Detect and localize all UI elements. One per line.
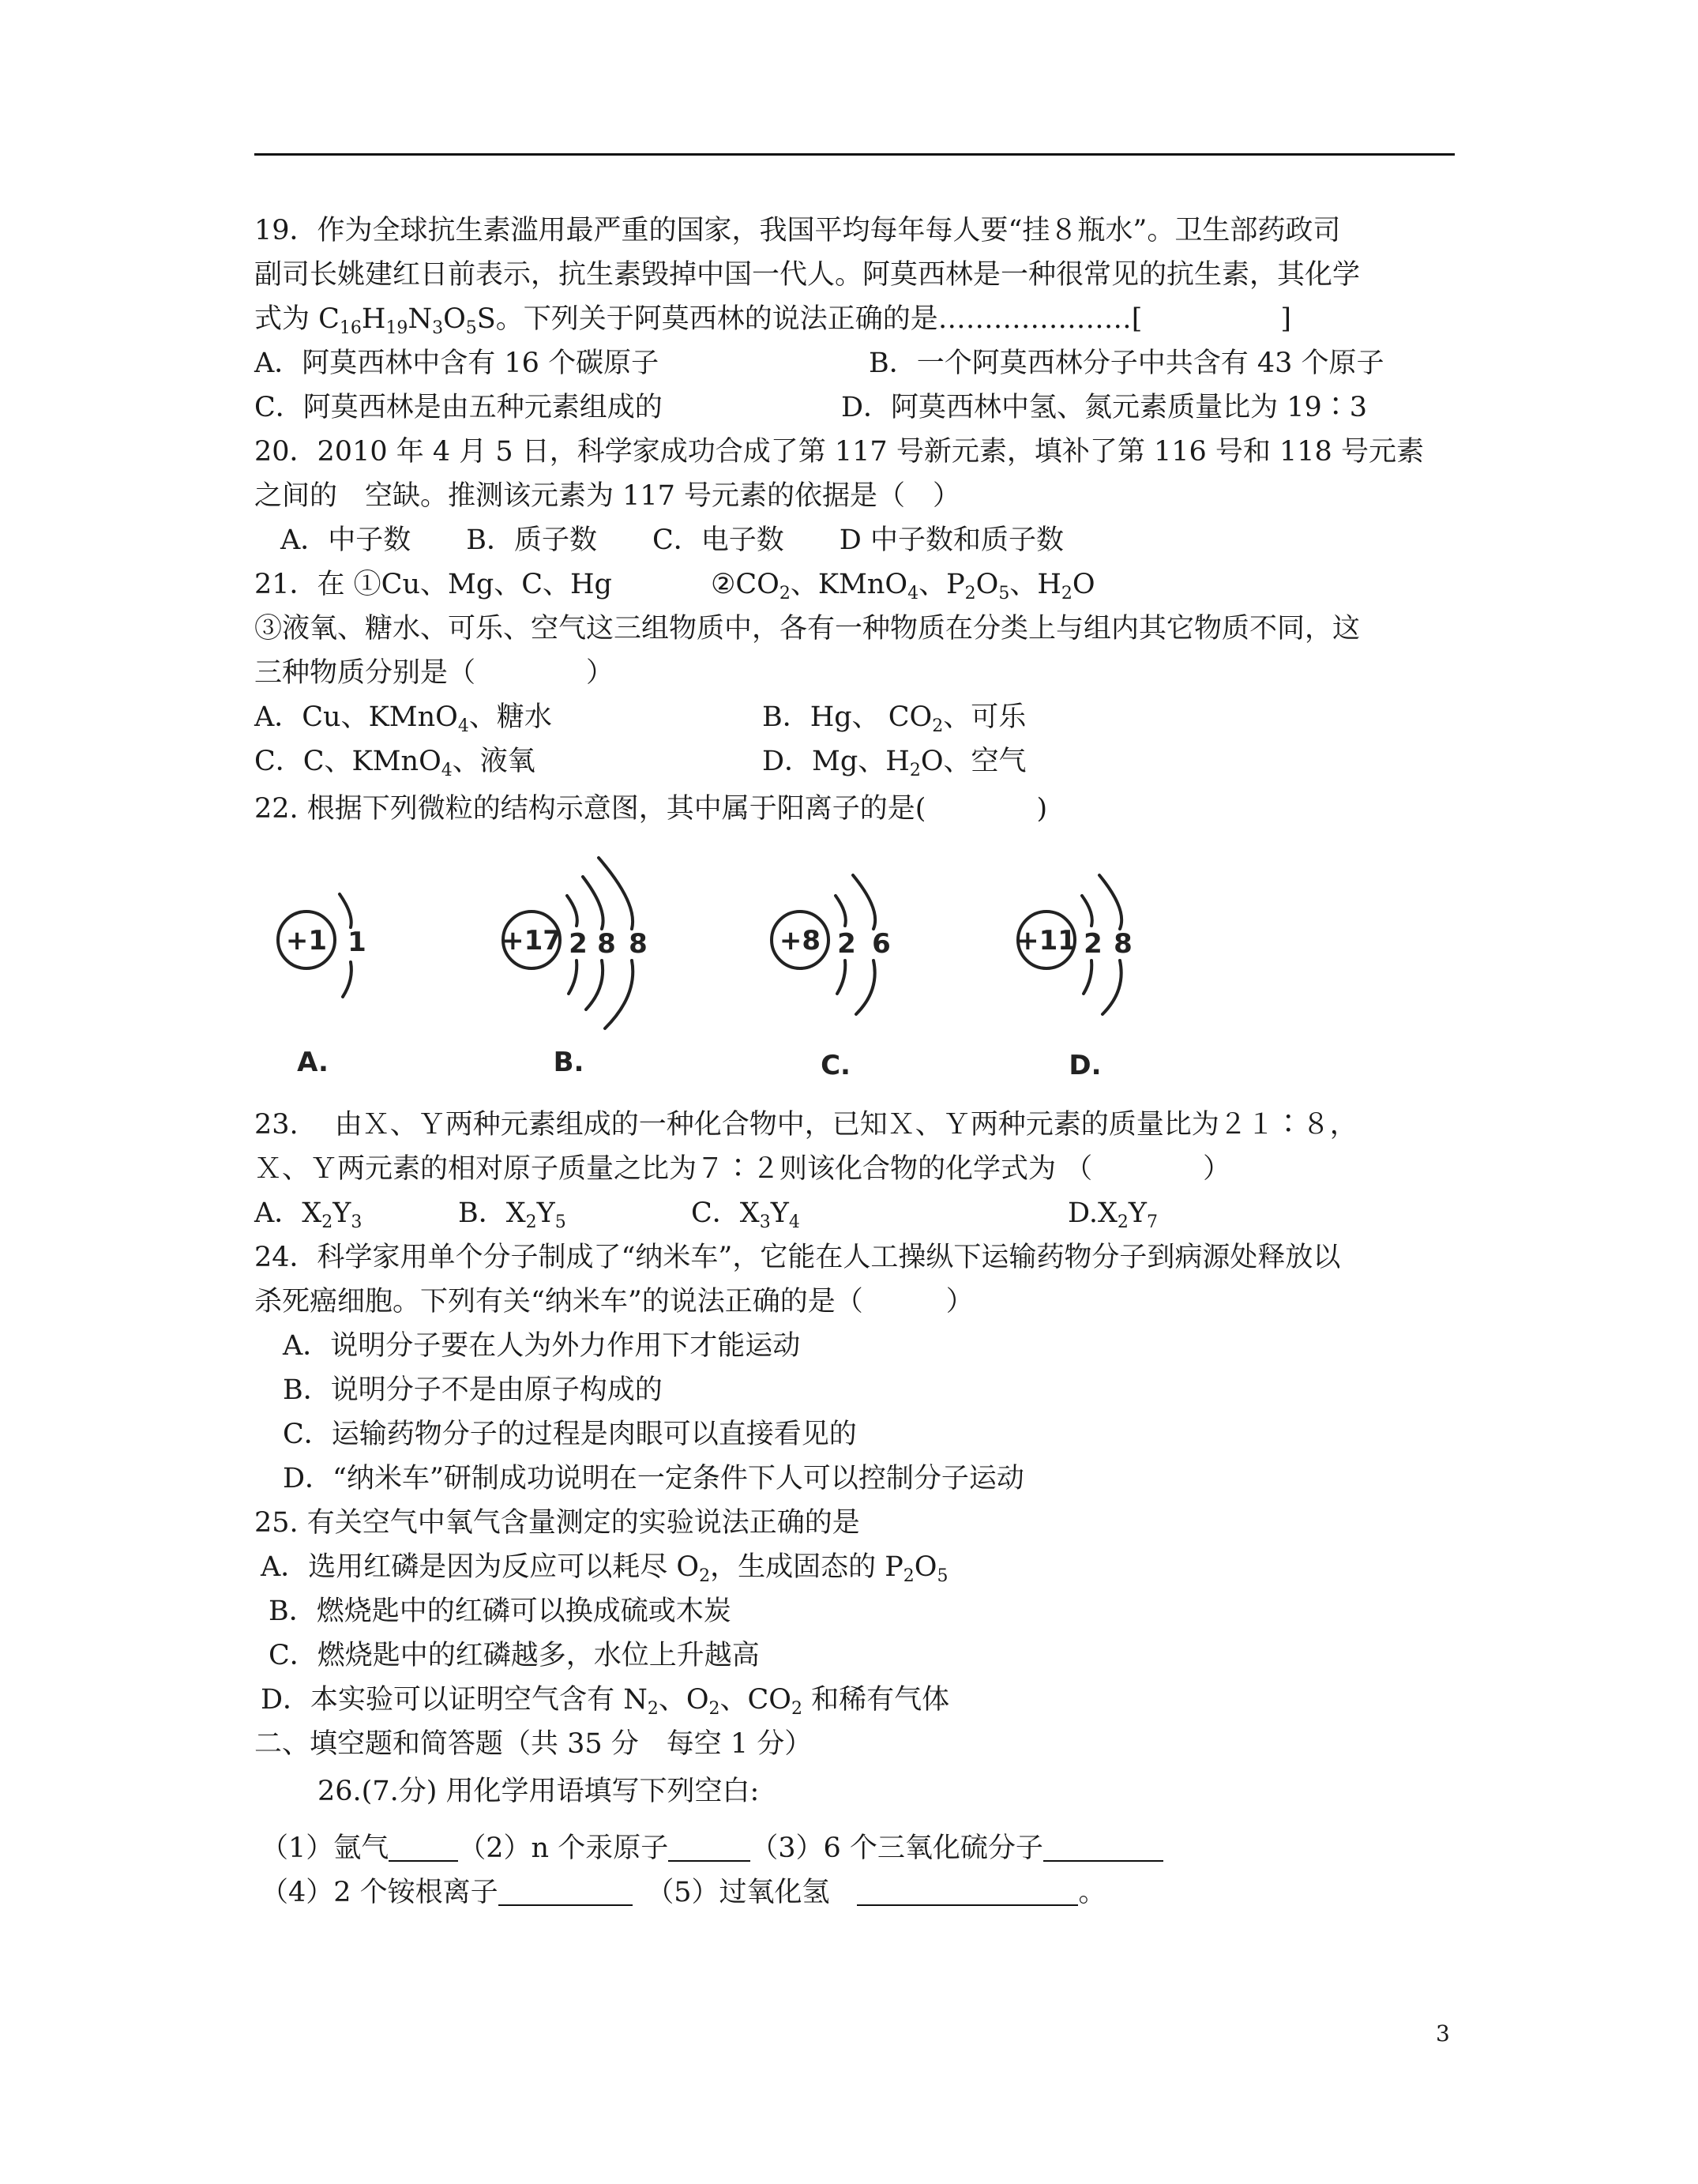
q26-blank-2[interactable] [668, 1832, 750, 1862]
shell-arc-b2-bottom [586, 960, 603, 1009]
shell-arc-c2-top [853, 875, 875, 929]
diagram-label-d: D. [1069, 1050, 1102, 1081]
q19-option-a: A．阿莫西林中含有 16 个碳原子 [254, 348, 659, 379]
q21-group-2: $②CO_2$、KMnO$_4$、$P_2O_5$、$H_2O$ [711, 569, 1095, 603]
page-number: 3 [1436, 2020, 1450, 2047]
q26-blank-4[interactable] [498, 1876, 633, 1906]
q21-group-1: 21．在 ①Cu、Mg、C、Hg [254, 569, 612, 600]
q19-option-b: B．一个阿莫西林分子中共含有 43 个原子 [869, 348, 1384, 379]
shell-arc-b3-bottom [605, 960, 633, 1028]
q19-line-2: 副司长姚建红日前表示，抗生素毁掉中国一代人。阿莫西林是一种很常见的抗生素，其化学 [254, 259, 1361, 291]
q26-blank-1[interactable] [389, 1832, 458, 1862]
electron-count-c-2: 6 [872, 928, 891, 960]
q24-option-a: A．说明分子要在人为外力作用下才能运动 [283, 1330, 801, 1362]
atomic-structure-diagrams [261, 845, 1193, 1090]
q26-blank-5[interactable] [857, 1876, 1078, 1906]
q23-option-b: B．$X_2Y_5$ [458, 1197, 566, 1232]
electron-count-b-2: 8 [597, 928, 616, 960]
shell-arc-a-top [340, 894, 351, 927]
q25-option-d: D．本实验可以证明空气含有 $N_2$、$O_2$、$CO_2$ 和稀有气体 [261, 1684, 950, 1719]
shell-arc-d2-top [1099, 875, 1121, 929]
shell-arc-b1-top [567, 896, 577, 926]
electron-count-c-1: 2 [837, 928, 856, 960]
nucleus-charge-a: +1 [285, 925, 328, 957]
q22-stem: 22. 根据下列微粒的结构示意图，其中属于阳离子的是( ) [254, 793, 1048, 825]
q26-blank-3[interactable] [1043, 1832, 1163, 1862]
q26-end-mark: 。 [1078, 1877, 1106, 1908]
shell-arc-b2-top [583, 877, 603, 929]
q26-part-3-label: （3）6 个三氧化硫分子 [750, 1833, 1043, 1864]
q21-line-3: 三种物质分别是（ ） [254, 657, 614, 689]
q25-option-c: C．燃烧匙中的红磷越多，水位上升越高 [269, 1640, 760, 1671]
q26-part-2-label: （2）n 个汞原子 [458, 1833, 669, 1864]
diagram-label-c: C. [821, 1050, 851, 1081]
q19-line-3: 式为 $C_{16}H_{19}N_3O_5S$。下列关于阿莫西林的说法正确的是…………………[ ] [254, 303, 1292, 338]
shell-arc-a-bottom [343, 962, 351, 997]
electron-count-d-2: 8 [1114, 928, 1133, 960]
q20-line-2: 之间的 空缺。推测该元素为 117 号元素的依据是（ ） [254, 480, 961, 512]
q25-option-b: B．燃烧匙中的红磷可以换成硫或木炭 [269, 1596, 731, 1627]
q24-option-d: D．“纳米车”研制成功说明在一定条件下人可以控制分子运动 [283, 1463, 1024, 1494]
electron-count-d-1: 2 [1084, 928, 1103, 960]
q23-line-1: 23. 由Ｘ、Ｙ两种元素组成的一种化合物中，已知Ｘ、Ｙ两种元素的质量比为２１∶８， [254, 1109, 1358, 1141]
q24-option-b: B．说明分子不是由原子构成的 [283, 1374, 663, 1406]
nucleus-charge-b: +17 [502, 925, 562, 957]
shell-arc-d1-bottom [1084, 960, 1091, 994]
nucleus-charge-c: +8 [779, 925, 821, 957]
q26-part-5-label: （5）过氧化氢 [659, 1877, 830, 1908]
q24-option-c: C．运输药物分子的过程是肉眼可以直接看见的 [283, 1419, 857, 1450]
q20-line-1: 20．2010 年 4 月 5 日，科学家成功合成了第 117 号新元素，填补了第 116 号和 118 号元素 [254, 436, 1424, 468]
header-rule [254, 153, 1455, 156]
shell-arc-c2-bottom [856, 960, 875, 1014]
electron-count-b-3: 8 [629, 928, 648, 960]
q26-stem: 26.(7.分) 用化学用语填写下列空白: [317, 1776, 760, 1807]
electron-count-a-1: 1 [347, 927, 366, 958]
q20-options: A．中子数 B．质子数 C．电子数 D 中子数和质子数 [280, 524, 1064, 556]
q26-row-1 [261, 1829, 1163, 1867]
shell-arc-b1-bottom [569, 960, 577, 994]
q26-part-1-label: （1）氩气 [261, 1833, 389, 1864]
q21-option-d: D．Mg、$H_2O$、空气 [762, 746, 1027, 780]
q23-option-d: $D.X_2Y_7$ [1068, 1197, 1158, 1232]
q19-option-d: D．阿莫西林中氢、氮元素质量比为 19∶3 [841, 392, 1367, 423]
diagram-label-b: B. [553, 1047, 584, 1078]
shell-arc-c1-top [836, 896, 846, 926]
q23-option-c: C．$X_3Y_4$ [691, 1197, 800, 1232]
electron-count-b-1: 2 [569, 928, 588, 960]
q24-line-1: 24．科学家用单个分子制成了“纳米车”，它能在人工操纵下运输药物分子到病源处释放以 [254, 1242, 1341, 1273]
q26-row-2 [261, 1874, 1106, 1911]
q19-line-1: 19．作为全球抗生素滥用最严重的国家，我国平均每年每人要“挂８瓶水”。卫生部药政司 [254, 215, 1341, 246]
shell-arc-c1-bottom [837, 960, 845, 994]
q19-option-c: C．阿莫西林是由五种元素组成的 [254, 392, 663, 423]
diagram-label-a: A. [297, 1047, 329, 1078]
q21-option-c: C．C、KMnO$_4$、液氧 [254, 746, 535, 780]
nucleus-charge-d: +11 [1016, 925, 1076, 957]
q23-option-a: A．$X_2Y_3$ [254, 1197, 363, 1232]
shell-arc-d1-top [1082, 896, 1092, 926]
q25-stem: 25. 有关空气中氧气含量测定的实验说法正确的是 [254, 1507, 860, 1539]
q25-option-a: A．选用红磷是因为反应可以耗尽 $O_2$，生成固态的 $P_2O_5$ [261, 1551, 949, 1586]
q24-line-2: 杀死癌细胞。下列有关“纳米车”的说法正确的是（ ） [254, 1286, 974, 1318]
q21-option-b: B．Hg、 $CO_2$、可乐 [762, 701, 1027, 736]
q21-line-2: ③液氧、糖水、可乐、空气这三组物质中，各有一种物质在分类上与组内其它物质不同，这 [254, 613, 1361, 645]
section-2-title: 二、填空题和简答题（共 35 分 每空 1 分） [254, 1728, 813, 1760]
shell-arc-d2-bottom [1103, 960, 1121, 1014]
q23-line-2: Ｘ、Ｙ两元素的相对原子质量之比为７∶２则该化合物的化学式为 （ ） [254, 1153, 1231, 1185]
q21-option-a: A．Cu、KMnO$_4$、糖水 [254, 701, 552, 736]
q26-part-4-label: （4）2 个铵根离子 [261, 1877, 498, 1908]
